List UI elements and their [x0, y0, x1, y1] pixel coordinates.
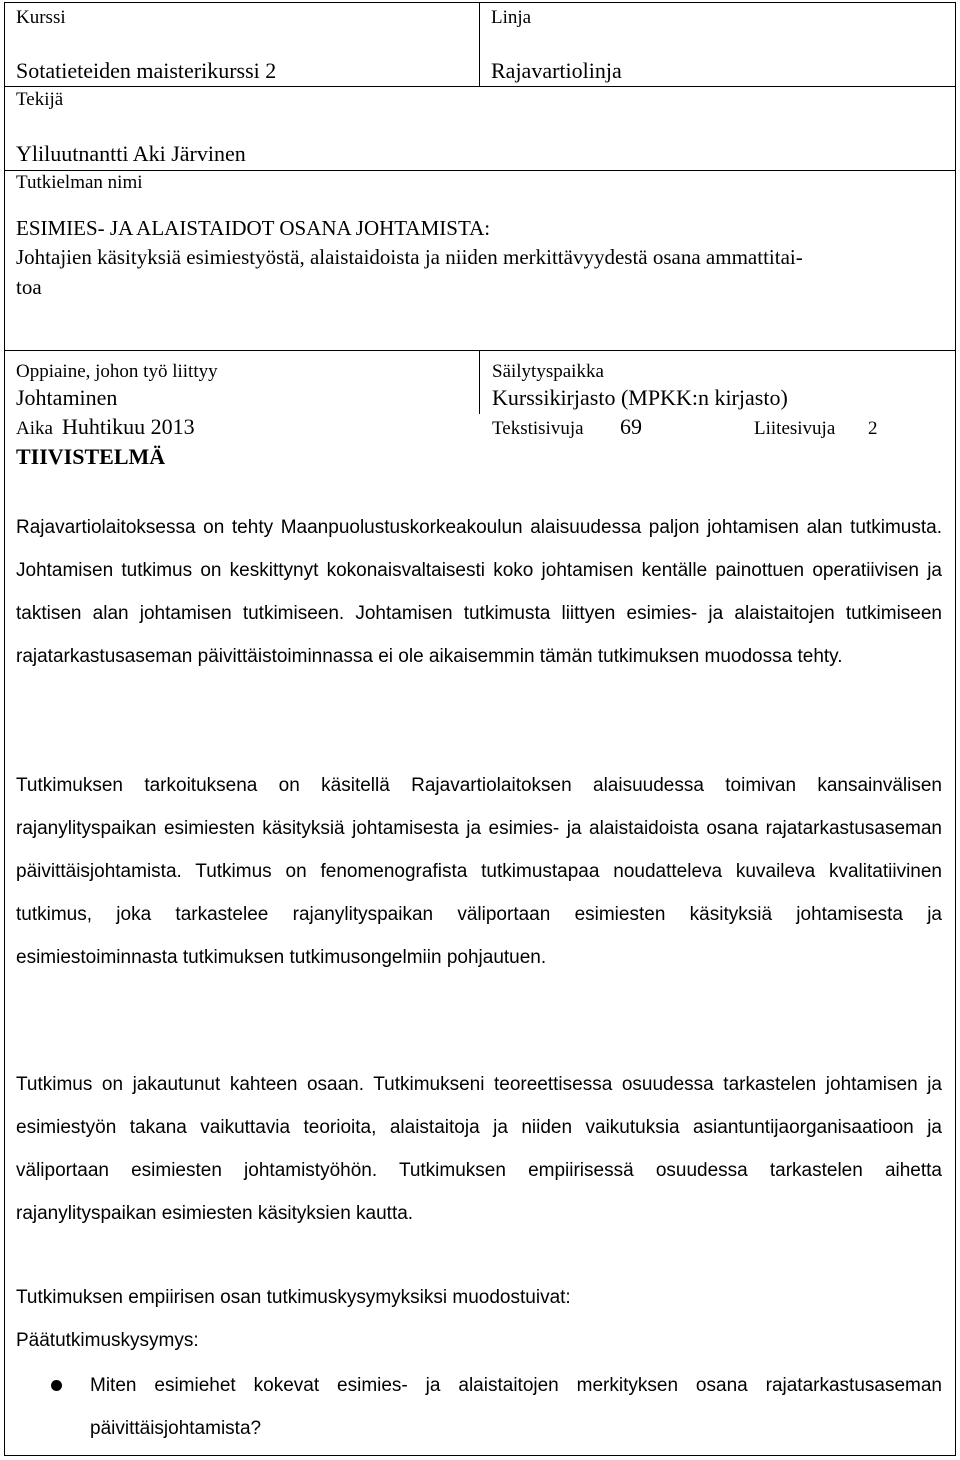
storage-label: Säilytyspaikka: [492, 361, 604, 382]
course-label: Kurssi: [16, 7, 66, 28]
subject-value: Johtaminen: [16, 385, 118, 410]
subject-label: Oppiaine, johon työ liittyy: [16, 361, 218, 382]
author-label: Tekijä: [16, 89, 64, 110]
appendix-pages-label: Liitesivuja: [754, 418, 836, 439]
text-pages-value: 69: [620, 414, 642, 439]
abstract-paragraph-3: Tutkimus on jakautunut kahteen osaan. Tutkimukseni teoreettisessa osuudessa tarkastelen johtamisen ja esimiestyön takana vaikuttavia teorioita, alaistaitoja ja niiden vaikutuksia asiantuntijaorganisaatioon ja väliportaan esimiesten johtamistyöhön. Tutkimuksen empiirisessä osuudessa tarkastelen aihetta rajanylityspaikan esimiesten käsityksien kautta.: [16, 1074, 942, 1224]
abstract-heading: TIIVISTELMÄ: [16, 444, 166, 469]
main-question-label: Päätutkimuskysymys:: [16, 1330, 199, 1351]
divider-course-row: [4, 86, 956, 87]
thesis-label: Tutkielman nimi: [16, 172, 143, 193]
text-pages-label: Tekstisivuja: [492, 418, 584, 439]
thesis-title-line-1: ESIMIES- JA ALAISTAIDOT OSANA JOHTAMISTA:: [16, 216, 491, 240]
time-value: Huhtikuu 2013: [62, 414, 195, 439]
time-label: Aika: [16, 418, 53, 439]
abstract-paragraph-2: Tutkimuksen tarkoituksena on käsitellä Rajavartiolaitoksen alaisuudessa toimivan kansainvälisen rajanylityspaikan esimiesten käsityksiä johtamisesta ja esimies- ja alaistaidoista osana rajatarkastusaseman päivittäisjohtamista. Tutkimus on fenomenografista tutkimustapaa noudatteleva kuvaileva kvalitatiivinen tutkimus, joka tarkastelee rajanylityspaikan väliportaan esimiesten käsityksiä johtamisesta ja esimiestoiminnasta tutkimuksen tutkimusongelmiin pohjautuen.: [16, 775, 942, 968]
divider-title-row: [4, 350, 956, 351]
course-value: Sotatieteiden maisterikurssi 2: [16, 58, 277, 83]
appendix-pages-value: 2: [868, 418, 878, 439]
line-label: Linja: [491, 7, 532, 28]
line-value: Rajavartiolinja: [491, 58, 622, 83]
questions-intro: Tutkimuksen empiirisen osan tutkimuskysymyksiksi muodostuivat:: [16, 1287, 571, 1308]
thesis-title-line-2: Johtajien käsityksiä esimiestyöstä, alaistaidoista ja niiden merkittävyydestä osana ammattitai-: [16, 245, 803, 269]
bullet-icon: [51, 1380, 62, 1391]
thesis-title-line-3: toa: [16, 275, 42, 299]
main-question: Miten esimiehet kokevat esimies- ja alaistaitojen merkityksen osana rajatarkastusaseman päivittäisjohtamista?: [90, 1375, 942, 1439]
divider-subject-storage: [479, 350, 480, 414]
abstract-paragraph-1: Rajavartiolaitoksessa on tehty Maanpuolustuskorkeakoulun alaisuudessa paljon johtamisen alan tutkimusta. Johtamisen tutkimus on keskittynyt kokonaisvaltaisesti koko johtamisen kentälle painottuen operatiivisen ja taktisen alan johtamisen tutkimiseen. Johtamisen tutkimusta liittyen esimies- ja alaistaitojen tutkimiseen rajatarkastusaseman päivittäistoiminnassa ei ole aikaisemmin tämän tutkimuksen muodossa tehty.: [16, 517, 942, 667]
divider-course-line: [479, 2, 480, 86]
author-value: Yliluutnantti Aki Järvinen: [16, 141, 246, 166]
storage-value: Kurssikirjasto (MPKK:n kirjasto): [492, 385, 788, 410]
divider-author-row: [4, 170, 956, 171]
